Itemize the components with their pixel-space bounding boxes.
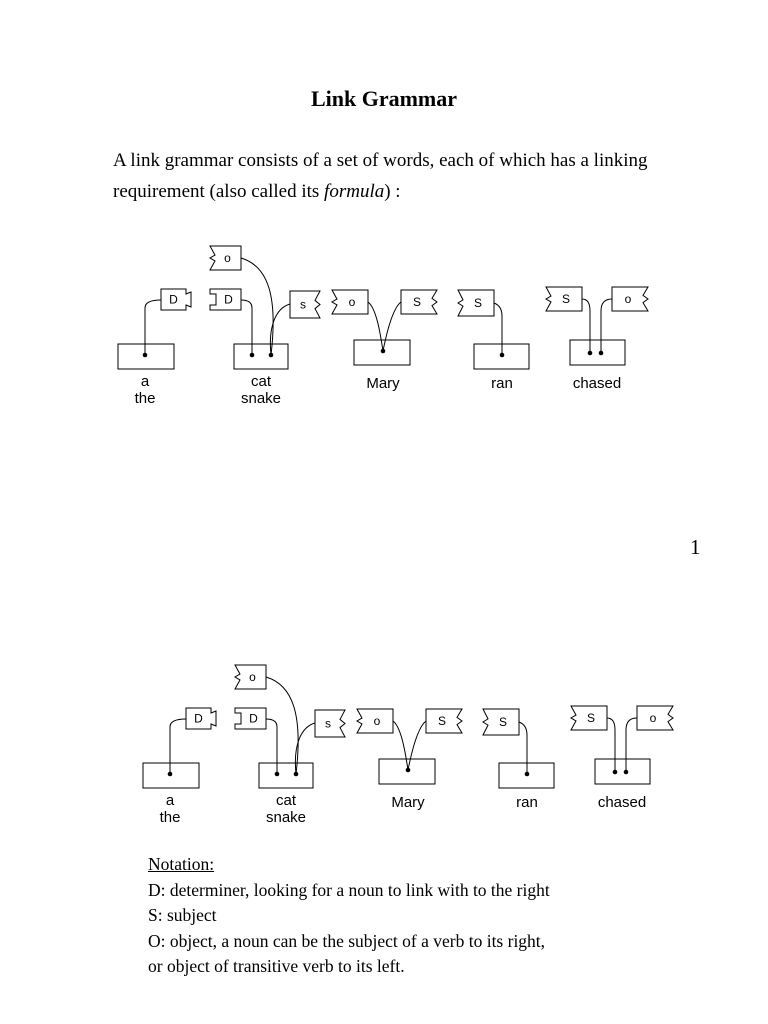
word-box-cat: [259, 763, 313, 788]
link-mary-o: [368, 302, 383, 351]
word-ran-0: ran: [491, 375, 513, 392]
link-mary-s: [408, 721, 426, 770]
word-cat-1: snake: [265, 809, 307, 826]
conn-o-left-cat-label: o: [249, 670, 256, 684]
notation-line-object: O: object, a noun can be the subject of a verb to its right,: [148, 930, 546, 951]
conn-o-left-cat-label: o: [224, 251, 231, 265]
conn-d-right-a-label: D: [169, 292, 178, 307]
notation-heading: Notation:: [148, 854, 215, 874]
intro-text: A link grammar consists of a set of words, each of which has a linking requirement (also called its: [113, 150, 648, 202]
link-a-d: [170, 719, 186, 774]
notation-line-determiner: D: determiner, looking for a noun to link with to the right: [148, 879, 550, 900]
word-cat-0: cat: [250, 373, 272, 390]
link-cat-o: [266, 677, 298, 774]
page-number: 1: [690, 535, 701, 559]
notation-line-object-cont: or object of transitive verb to its left.: [148, 956, 405, 976]
link-chased-s: [582, 299, 590, 353]
intro-emphasis: formula: [324, 181, 385, 202]
conn-o-right-chased-label: o: [624, 292, 632, 306]
link-diagram-1: [108, 236, 668, 416]
conn-d-left-cat-label: D: [224, 292, 233, 307]
conn-s-left-chased-label: S: [561, 292, 571, 306]
link-cat-o: [241, 258, 273, 355]
word-mary-0: Mary: [366, 375, 400, 392]
link-chased-s: [607, 718, 615, 772]
conn-s-right-mary-label: S: [412, 295, 422, 309]
word-a-1: the: [134, 390, 156, 407]
link-mary-o: [393, 721, 408, 770]
conn-s-left-chased-label: S: [586, 711, 596, 725]
conn-s-left-ran-label: S: [473, 296, 483, 310]
word-cat-1: snake: [240, 390, 282, 407]
intro-text-end: ) :: [384, 181, 401, 202]
word-chased-0: chased: [572, 375, 622, 392]
link-diagram-2: [133, 655, 693, 835]
conn-s-right-cat-label: s: [300, 297, 306, 312]
conn-d-right-a-label: D: [194, 711, 203, 726]
link-a-d: [145, 300, 161, 355]
notation-section: [148, 852, 748, 980]
word-a-1: the: [159, 809, 181, 826]
word-box-chased: [570, 340, 625, 365]
link-chased-o: [626, 718, 637, 772]
word-cat-0: cat: [275, 792, 297, 809]
intro-paragraph: [113, 145, 673, 207]
conn-s-right-mary-label: S: [437, 714, 447, 728]
word-chased-0: chased: [597, 794, 647, 811]
notation-line-subject: S: subject: [148, 905, 217, 925]
conn-o-right-chased-label: o: [649, 711, 657, 725]
word-box-cat: [234, 344, 288, 369]
conn-d-left-cat-label: D: [249, 711, 258, 726]
conn-o-left-mary-label: o: [373, 714, 381, 728]
conn-s-left-ran-label: S: [498, 715, 508, 729]
page-title: Link Grammar: [310, 86, 458, 111]
word-mary-0: Mary: [391, 794, 425, 811]
word-a-0: a: [165, 792, 175, 809]
conn-o-left-mary-label: o: [348, 295, 356, 309]
word-ran-0: ran: [516, 794, 538, 811]
word-box-chased: [595, 759, 650, 784]
link-cat-d: [241, 300, 252, 355]
link-mary-s: [383, 302, 401, 351]
word-a-0: a: [140, 373, 150, 390]
conn-s-right-cat-label: s: [325, 716, 331, 731]
link-chased-o: [601, 299, 612, 353]
link-ran-s: [519, 722, 527, 774]
link-cat-d: [266, 719, 277, 774]
link-ran-s: [494, 303, 502, 355]
